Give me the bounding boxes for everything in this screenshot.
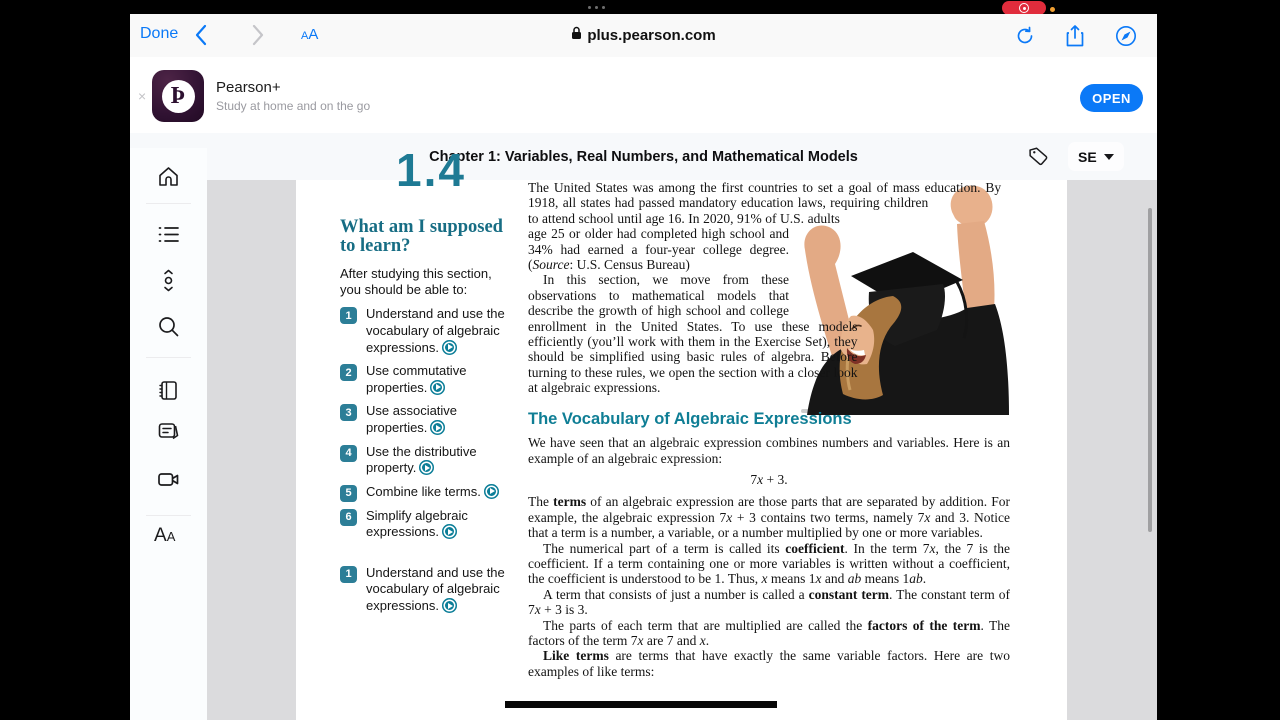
text-size-icon[interactable]: AA: [154, 525, 176, 546]
search-icon[interactable]: [157, 315, 180, 338]
screen-recording-indicator[interactable]: [1002, 1, 1046, 15]
vocabulary-heading: The Vocabulary of Algebraic Expressions: [528, 409, 852, 428]
play-icon[interactable]: [442, 340, 457, 355]
paragraph-section: In this section, we move from these observations to mathematical models that describe the growth of high school and college enrollment in the United States. To use these models efficiently (you’ll work with them in the Exercise Set), they should be simplified using basic rules of algebra. Before turning to these rules, we open the section with a closer look at algebraic expressions.: [528, 272, 858, 396]
microphone-indicator-dot: [1050, 7, 1055, 12]
scrollbar-thumb[interactable]: [1148, 208, 1152, 532]
vocabulary-intro: We have seen that an algebraic expression combines numbers and variables. Here is an example of an algebraic expression:: [528, 435, 1010, 466]
safari-window: [130, 0, 1157, 720]
body-column: [528, 180, 1010, 679]
reload-icon[interactable]: [1015, 26, 1035, 46]
multitask-dots-icon: [588, 6, 605, 9]
paragraph-factors: The parts of each term that are multiplied are called the factors of the term. The factors of the term 7x are 7 and x.: [528, 617, 1010, 648]
home-icon[interactable]: [157, 165, 180, 188]
algebraic-expression: 7x + 3.: [750, 471, 788, 487]
url-text: plus.pearson.com: [587, 27, 716, 44]
black-marker-bar: [505, 701, 777, 708]
play-icon[interactable]: [430, 380, 445, 395]
pearson-logo: Þ: [162, 80, 195, 113]
page-gutter-right: [1067, 180, 1157, 720]
share-icon[interactable]: [1065, 24, 1085, 48]
browser-toolbar: [130, 14, 1157, 58]
play-icon[interactable]: [484, 484, 499, 499]
section-number: 1.4: [396, 144, 466, 196]
done-button[interactable]: Done: [140, 25, 179, 42]
open-app-button[interactable]: OPEN: [1080, 84, 1143, 112]
smart-app-banner: [130, 57, 1157, 134]
objective-item: 2 Use commutative properties.: [340, 363, 512, 396]
objectives-column: [340, 218, 512, 622]
objective-item: 4 Use the distributive property.: [340, 444, 512, 477]
play-icon[interactable]: [442, 598, 457, 613]
pearson-app-icon: [152, 70, 204, 122]
compass-icon[interactable]: [1115, 25, 1137, 47]
paragraph-coefficient: The numerical part of a term is called its coefficient. In the term 7x, the 7 is the coefficient. If a term containing one or more variables is written without a coefficient, the coefficient is understood to be 1. Thus, x means 1x and ab means 1ab.: [528, 540, 1010, 587]
paragraph-constant: A term that consists of just a number is called a constant term. The constant term of 7x + 3 is 3.: [528, 586, 1011, 618]
chapter-title: Chapter 1: Variables, Real Numbers, and Mathematical Models: [429, 148, 858, 165]
objective-item: 6 Simplify algebraic expressions.: [340, 508, 512, 541]
lock-icon: [571, 26, 582, 45]
play-icon[interactable]: [419, 460, 434, 475]
table-of-contents-icon[interactable]: [157, 223, 180, 246]
address-bar[interactable]: [130, 14, 1157, 57]
objectives-list: [340, 306, 512, 614]
objective-item: 5 Combine like terms.: [340, 484, 512, 501]
video-icon[interactable]: [157, 468, 180, 491]
study-tools-icon[interactable]: [157, 420, 180, 443]
objectives-heading: What am I supposed to learn?: [340, 217, 503, 257]
page-gutter-left: [207, 180, 296, 720]
tag-icon[interactable]: [1028, 146, 1049, 172]
close-icon[interactable]: ×: [138, 88, 147, 104]
notebook-icon[interactable]: [157, 379, 180, 402]
objective-item: 3 Use associative properties.: [340, 403, 512, 436]
objective-item-repeat: 1 Understand and use the vocabulary of algebraic expressions.: [340, 565, 512, 615]
status-bar: [130, 0, 1157, 14]
app-title: Pearson+: [216, 79, 281, 96]
text-size-menu-button[interactable]: AA: [301, 26, 319, 43]
paragraph-terms: The terms of an algebraic expression are those parts that are separated by addition. For example, the algebraic expression 7x + 3 contains two terms, namely 7x and 3. Notice that a term is a number, a variable, or a number multiplied by one or more variables.: [528, 494, 1010, 541]
page-scrubber-icon[interactable]: [157, 269, 180, 292]
objectives-intro: After studying this section, you should be able to:: [340, 265, 492, 298]
paragraph-like-terms: Like terms are terms that have exactly the same variable factors. Here are two examples of like terms:: [528, 648, 1010, 679]
play-icon[interactable]: [442, 524, 457, 539]
paragraph-intro: The United States was among the first countries to set a goal of mass education. By 1918, all states had passed mandatory education laws, requiring children to attend school until age 16. In 2020, 91% of U.S. adults age 25 or older had completed high school and 34% had earned a four-year college degree. (Source: U.S. Census Bureau): [528, 180, 1002, 273]
edition-selector[interactable]: SE: [1068, 142, 1124, 171]
reader-sidebar: [130, 148, 207, 720]
objective-item: 1 Understand and use the vocabulary of algebraic expressions.: [340, 306, 512, 356]
app-subtitle: Study at home and on the go: [216, 99, 371, 113]
play-icon[interactable]: [430, 420, 445, 435]
reader-header: [130, 133, 1157, 181]
chevron-down-icon: [1104, 154, 1114, 160]
